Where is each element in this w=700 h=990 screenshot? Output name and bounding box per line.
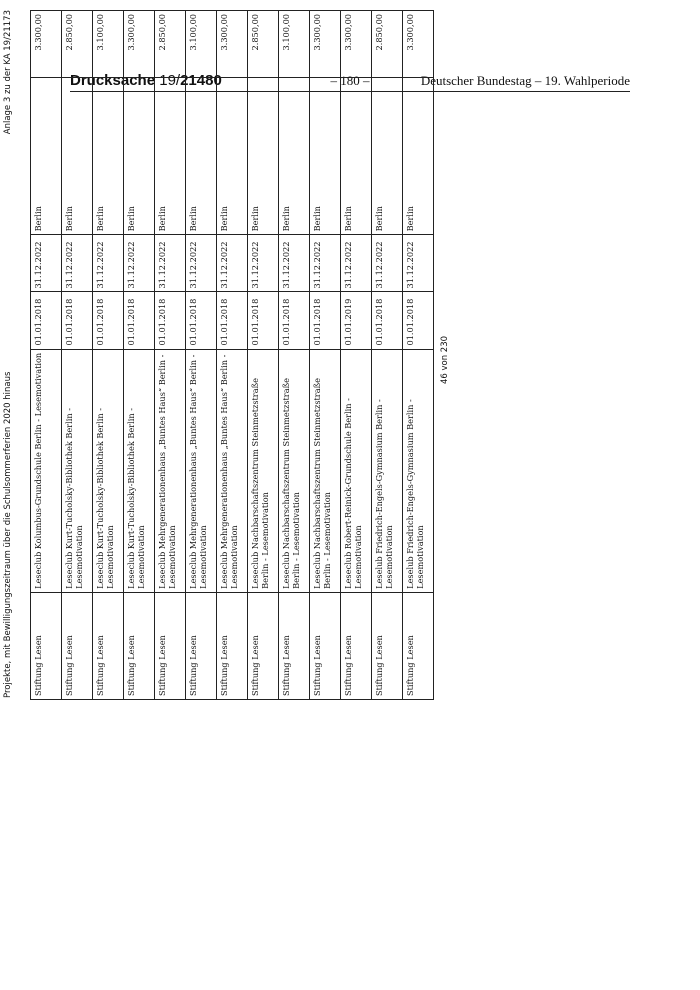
cell-place: Berlin <box>217 78 248 235</box>
cell-place: Berlin <box>62 78 93 235</box>
table-row <box>248 11 279 700</box>
table-row <box>62 11 93 700</box>
cell-project: Leseclub Nachbarschaftszentrum Steinmetzstraße Berlin - Lesemotivation <box>279 349 310 592</box>
cell-amount: 3.300,00 <box>217 11 248 78</box>
cell-project: Leseclub Kurt-Tucholsky-Bibliothek Berlin - Lesemotivation <box>124 349 155 592</box>
cell-org: Stiftung Lesen <box>403 592 434 699</box>
table-row <box>403 11 434 700</box>
table-row <box>124 11 155 700</box>
cell-amount: 3.300,00 <box>310 11 341 78</box>
annex-reference: Anlage 3 zu der KA 19/21173 <box>3 10 13 135</box>
projects-table <box>30 10 434 700</box>
cell-project: Leseclub Kolumbus-Grundschule Berlin - Lesemotivation <box>31 349 62 592</box>
cell-start: 01.01.2018 <box>93 292 124 349</box>
document-id: 21480 <box>180 72 222 89</box>
table-row <box>93 11 124 700</box>
cell-org: Stiftung Lesen <box>155 592 186 699</box>
cell-end: 31.12.2022 <box>310 235 341 292</box>
cell-amount: 3.300,00 <box>403 11 434 78</box>
cell-start: 01.01.2018 <box>310 292 341 349</box>
cell-end: 31.12.2022 <box>186 235 217 292</box>
cell-amount: 3.300,00 <box>341 11 372 78</box>
cell-start: 01.01.2018 <box>31 292 62 349</box>
cell-org: Stiftung Lesen <box>31 592 62 699</box>
cell-start: 01.01.2018 <box>124 292 155 349</box>
cell-amount: 2.850,00 <box>372 11 403 78</box>
cell-project: Leseclub Kurt-Tucholsky-Bibliothek Berlin - Lesemotivation <box>93 349 124 592</box>
publisher: Deutscher Bundestag – 19. Wahlperiode <box>420 73 630 88</box>
cell-project: Leseclub Mehrgenerationenhaus „Buntes Haus“ Berlin - Lesemotivation <box>186 349 217 592</box>
cell-project: Leselub Friedrich-Engels-Gymnasium Berlin - Lesemotivation <box>403 349 434 592</box>
cell-amount: 2.850,00 <box>155 11 186 78</box>
cell-end: 31.12.2022 <box>217 235 248 292</box>
cell-org: Stiftung Lesen <box>217 592 248 699</box>
cell-end: 31.12.2022 <box>124 235 155 292</box>
cell-place: Berlin <box>341 78 372 235</box>
cell-start: 01.01.2018 <box>372 292 403 349</box>
cell-place: Berlin <box>372 78 403 235</box>
cell-start: 01.01.2018 <box>62 292 93 349</box>
cell-end: 31.12.2022 <box>341 235 372 292</box>
cell-place: Berlin <box>124 78 155 235</box>
table-row <box>310 11 341 700</box>
cell-end: 31.12.2022 <box>248 235 279 292</box>
cell-org: Stiftung Lesen <box>124 592 155 699</box>
document-period: 19/ <box>159 72 181 89</box>
cell-org: Stiftung Lesen <box>93 592 124 699</box>
table-row <box>372 11 403 700</box>
table-row <box>217 11 248 700</box>
cell-end: 31.12.2022 <box>403 235 434 292</box>
cell-start: 01.01.2019 <box>341 292 372 349</box>
cell-start: 01.01.2018 <box>155 292 186 349</box>
cell-project: Leseclub Kurt-Tucholsky-Bibliothek Berlin - Lesemotivation <box>62 349 93 592</box>
table-row <box>186 11 217 700</box>
cell-place: Berlin <box>403 78 434 235</box>
cell-start: 01.01.2018 <box>279 292 310 349</box>
cell-amount: 2.850,00 <box>62 11 93 78</box>
cell-project: Leseclub Mehrgenerationenhaus „Buntes Haus“ Berlin - Lesemotivation <box>217 349 248 592</box>
cell-amount: 3.100,00 <box>279 11 310 78</box>
cell-amount: 3.300,00 <box>31 11 62 78</box>
cell-project: Leseclub Mehrgenerationenhaus „Buntes Haus“ Berlin - Lesemotivation <box>155 349 186 592</box>
cell-org: Stiftung Lesen <box>279 592 310 699</box>
cell-place: Berlin <box>93 78 124 235</box>
page-marker: – 180 – <box>330 73 370 88</box>
cell-project: Leselub Friedrich-Engels-Gymnasium Berlin - Lesemotivation <box>372 349 403 592</box>
cell-amount: 3.100,00 <box>93 11 124 78</box>
cell-org: Stiftung Lesen <box>62 592 93 699</box>
rotated-content <box>0 10 465 710</box>
cell-place: Berlin <box>186 78 217 235</box>
cell-amount: 3.100,00 <box>186 11 217 78</box>
cell-end: 31.12.2022 <box>62 235 93 292</box>
cell-project: Leseclub Robert-Reinick-Grundschule Berlin - Lesemotivation <box>341 349 372 592</box>
page-number: 46 von 230 <box>440 335 450 385</box>
cell-org: Stiftung Lesen <box>186 592 217 699</box>
cell-project: Leseclub Nachbarschaftszentrum Steinmetzstraße Berlin - Lesemotivation <box>248 349 279 592</box>
cell-org: Stiftung Lesen <box>372 592 403 699</box>
cell-org: Stiftung Lesen <box>341 592 372 699</box>
cell-start: 01.01.2018 <box>186 292 217 349</box>
cell-end: 31.12.2022 <box>372 235 403 292</box>
table-row <box>341 11 372 700</box>
cell-place: Berlin <box>155 78 186 235</box>
cell-place: Berlin <box>248 78 279 235</box>
cell-place: Berlin <box>279 78 310 235</box>
cell-end: 31.12.2022 <box>155 235 186 292</box>
cell-start: 01.01.2018 <box>217 292 248 349</box>
cell-amount: 2.850,00 <box>248 11 279 78</box>
cell-end: 31.12.2022 <box>31 235 62 292</box>
cell-amount: 3.300,00 <box>124 11 155 78</box>
cell-start: 01.01.2018 <box>403 292 434 349</box>
table-row <box>279 11 310 700</box>
table-caption: Projekte, mit Bewilligungszeitraum über die Schulsommerferien 2020 hinaus <box>3 371 13 698</box>
cell-project: Leseclub Nachbarschaftszentrum Steinmetzstraße Berlin - Lesemotivation <box>310 349 341 592</box>
cell-start: 01.01.2018 <box>248 292 279 349</box>
cell-end: 31.12.2022 <box>93 235 124 292</box>
table-row <box>155 11 186 700</box>
cell-org: Stiftung Lesen <box>310 592 341 699</box>
cell-org: Stiftung Lesen <box>248 592 279 699</box>
table-row <box>31 11 62 700</box>
cell-end: 31.12.2022 <box>279 235 310 292</box>
document-label: Drucksache <box>70 72 156 89</box>
cell-place: Berlin <box>310 78 341 235</box>
cell-place: Berlin <box>31 78 62 235</box>
